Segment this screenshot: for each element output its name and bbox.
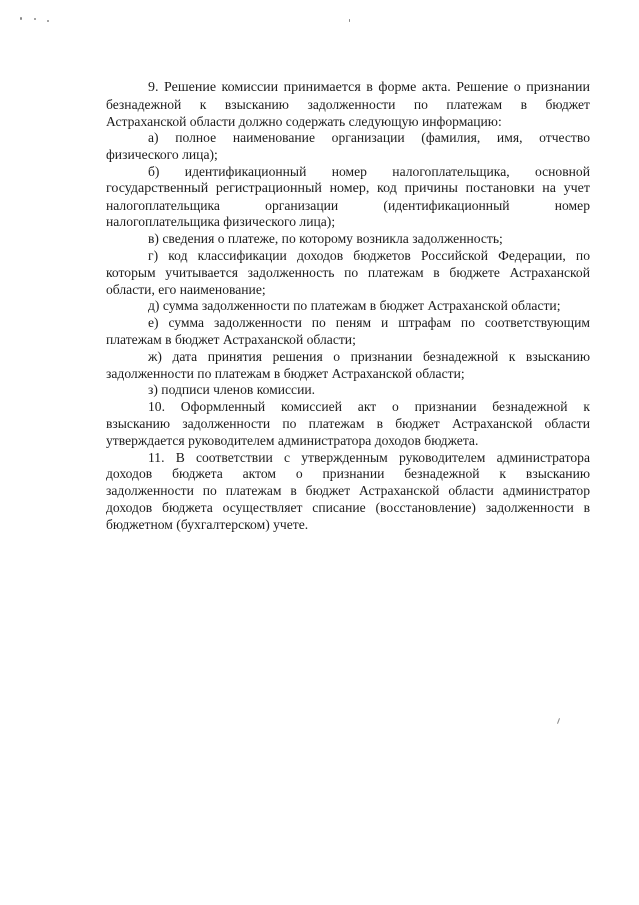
document-body xyxy=(106,80,590,534)
item-e xyxy=(106,315,590,349)
item-b-line: налогоплательщика организации (идентификационный номер xyxy=(106,197,590,213)
clause-11-line: задолженности по платежам в бюджет Астраханской области администратор xyxy=(106,483,590,499)
clause-9-line: Астраханской области должно содержать следующую информацию: xyxy=(106,113,502,129)
clause-11-line: бюджетном (бухгалтерском) учете. xyxy=(106,516,309,532)
item-g xyxy=(106,248,590,298)
scan-speck xyxy=(47,20,49,22)
clause-11-line: 11. В соответствии с утвержденным руководителем администратора xyxy=(148,449,590,465)
clause-10 xyxy=(106,399,590,449)
clause-11-line: доходов бюджета осуществляет списание (восстановление) задолженности в xyxy=(106,499,590,515)
item-e-line: е) сумма задолженности по пеням и штрафам по соответствующим xyxy=(148,315,590,331)
clause-10-line: утверждается руководителем администратора доходов бюджета. xyxy=(106,432,479,448)
scan-speck xyxy=(20,17,22,20)
item-g-line: которым учитывается задолженность по платежам в бюджете Астраханской xyxy=(106,264,590,280)
clause-11 xyxy=(106,450,590,534)
clause-9-line: 9. Решение комиссии принимается в форме акта. Решение о признании xyxy=(148,80,590,95)
item-g-line: г) код классификации доходов бюджетов Российской Федерации, по xyxy=(148,247,590,263)
clause-10-line: 10. Оформленный комиссией акт о признании безнадежной к xyxy=(148,399,590,415)
clause-9 xyxy=(106,80,590,130)
scan-speck xyxy=(34,18,36,20)
clause-11-line: доходов бюджета актом о признании безнадежной к взысканию xyxy=(106,466,590,482)
item-b-line: налогоплательщика физического лица); xyxy=(106,214,336,230)
item-a xyxy=(106,130,590,164)
item-zh-line: задолженности по платежам в бюджет Астраханской области; xyxy=(106,365,465,381)
scan-speck xyxy=(349,19,350,22)
item-b-line: б) идентификационный номер налогоплательщика, основной xyxy=(148,163,590,179)
item-v-line: в) сведения о платеже, по которому возникла задолженность; xyxy=(148,231,503,247)
item-g-line: области, его наименование; xyxy=(106,281,266,297)
item-v xyxy=(106,231,590,248)
item-d xyxy=(106,298,590,315)
item-b xyxy=(106,164,590,231)
item-z-line: з) подписи членов комиссии. xyxy=(148,382,316,398)
item-e-line: платежам в бюджет Астраханской области; xyxy=(106,331,356,347)
item-zh-line: ж) дата принятия решения о признании безнадежной к взысканию xyxy=(148,348,590,364)
item-a-line: физического лица); xyxy=(106,147,218,163)
clause-9-line: безнадежной к взысканию задолженности по платежам в бюджет xyxy=(106,96,590,112)
item-zh xyxy=(106,349,590,383)
item-z xyxy=(106,382,590,399)
item-a-line: а) полное наименование организации (фамилия, имя, отчество xyxy=(148,130,590,146)
clause-10-line: взысканию задолженности по платежам в бюджет Астраханской области xyxy=(106,415,590,431)
item-d-line: д) сумма задолженности по платежам в бюджет Астраханской области; xyxy=(148,298,561,314)
item-b-line: государственный регистрационный номер, код причины постановки на учет xyxy=(106,180,590,196)
scan-speck xyxy=(557,718,560,724)
